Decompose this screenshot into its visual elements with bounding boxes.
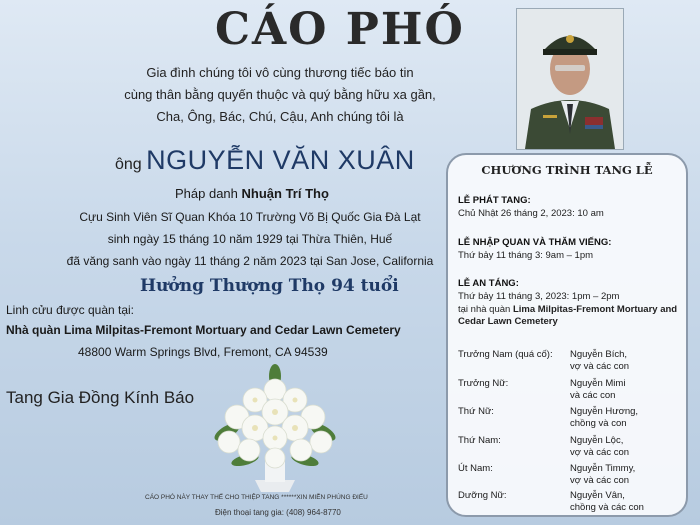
dharma-name-line xyxy=(175,186,329,201)
location-label: Linh cửu được quàn tại: xyxy=(6,303,135,317)
section-time: Thứ bảy 11 tháng 3, 2023: 1pm – 2pm xyxy=(458,291,620,302)
dharma-name: Nhuận Trí Thọ xyxy=(241,186,329,201)
member-name: Nguyễn Vân, xyxy=(570,490,625,501)
member-household: vợ và các con xyxy=(570,447,630,458)
place-name: Lima Milpitas-Fremont Mortuary and Cedar Lawn Cemetery xyxy=(458,304,678,327)
family-member xyxy=(570,406,685,430)
intro-line: cùng thân bằng quyến thuộc và quý bằng hữu xa gần, xyxy=(124,87,436,102)
program-section xyxy=(458,237,683,261)
family-role: Thứ Nam: xyxy=(458,435,501,446)
section-time: Thứ bảy 11 tháng 3: 9am – 1pm xyxy=(458,250,594,261)
section-heading: LỄ AN TÁNG: xyxy=(458,278,519,289)
funeral-program-box xyxy=(446,153,688,517)
family-role: Dưỡng Nữ: xyxy=(458,490,507,501)
mortuary-name: Nhà quàn Lima Milpitas-Fremont Mortuary and Cedar Lawn Cemetery xyxy=(6,323,401,337)
family-member xyxy=(570,349,685,373)
intro-line: Gia đình chúng tôi vô cùng thương tiếc báo tin xyxy=(146,65,414,80)
member-name: Nguyễn Hương, xyxy=(570,406,639,417)
bio-line: sinh ngày 15 tháng 10 năm 1929 tại Thừa Thiên, Huế xyxy=(107,232,393,246)
deceased-name-line xyxy=(115,145,415,176)
member-household: chồng và con xyxy=(570,418,627,429)
mortuary-address: 48800 Warm Springs Blvd, Fremont, CA 94539 xyxy=(78,345,328,359)
family-member xyxy=(570,463,685,487)
family-role: Trưởng Nữ: xyxy=(458,378,509,389)
member-name: Nguyễn Lộc, xyxy=(570,435,624,446)
portrait-photo xyxy=(516,8,624,150)
family-role: Út Nam: xyxy=(458,463,493,474)
section-heading: LỄ NHẬP QUAN VÀ THĂM VIẾNG: xyxy=(458,237,612,248)
family-role: Trưởng Nam (quá cố): xyxy=(458,349,553,360)
member-household: và các con xyxy=(570,390,616,401)
section-place xyxy=(458,304,683,328)
footer-notice: CÁO PHÓ NÀY THAY THẾ CHO THIỆP TANG ******XIN MIỄN PHÚNG ĐIẾU xyxy=(145,494,368,501)
family-member xyxy=(570,435,685,459)
age-line: Hưởng Thượng Thọ 94 tuổi xyxy=(140,276,399,296)
bio-line: đã văng sanh vào ngày 11 tháng 2 năm 2023 tại San Jose, California xyxy=(66,254,434,268)
place-prefix: tại nhà quàn xyxy=(458,304,511,315)
bio-line: Cựu Sinh Viên Sĩ Quan Khóa 10 Trường Võ Bị Quốc Gia Đà Lạt xyxy=(79,210,421,224)
member-name: Nguyễn Bích, xyxy=(570,349,628,360)
intro-text xyxy=(120,62,440,128)
biography xyxy=(40,206,460,272)
family-member xyxy=(570,490,685,514)
soldier-portrait-icon xyxy=(517,9,623,149)
member-household: chồng và các con xyxy=(570,502,644,513)
flower-bouquet-icon xyxy=(205,362,345,492)
footer-phone: Điện thoại tang gia: (408) 964-8770 xyxy=(215,508,341,517)
program-section xyxy=(458,278,683,328)
signoff: Tang Gia Đồng Kính Báo xyxy=(6,388,195,407)
member-name: Nguyễn Mimi xyxy=(570,378,626,389)
dharma-label: Pháp danh xyxy=(175,186,238,201)
member-household: vợ và các con xyxy=(570,361,630,372)
program-section xyxy=(458,195,683,219)
intro-line: Cha, Ông, Bác, Chú, Cậu, Anh chúng tôi là xyxy=(156,109,404,124)
page-title: CÁO PHÓ xyxy=(215,4,465,55)
member-name: Nguyễn Timmy, xyxy=(570,463,636,474)
name-prefix: ông xyxy=(115,156,142,173)
flower-arrangement-image xyxy=(205,362,345,492)
section-heading: LỄ PHÁT TANG: xyxy=(458,195,531,206)
deceased-name: NGUYỄN VĂN XUÂN xyxy=(146,145,415,175)
member-household: vợ và các con xyxy=(570,475,630,486)
family-role: Thứ Nữ: xyxy=(458,406,494,417)
section-time: Chủ Nhật 26 tháng 2, 2023: 10 am xyxy=(458,208,604,219)
family-member xyxy=(570,378,685,402)
program-title: CHƯƠNG TRÌNH TANG LỄ xyxy=(481,163,653,177)
